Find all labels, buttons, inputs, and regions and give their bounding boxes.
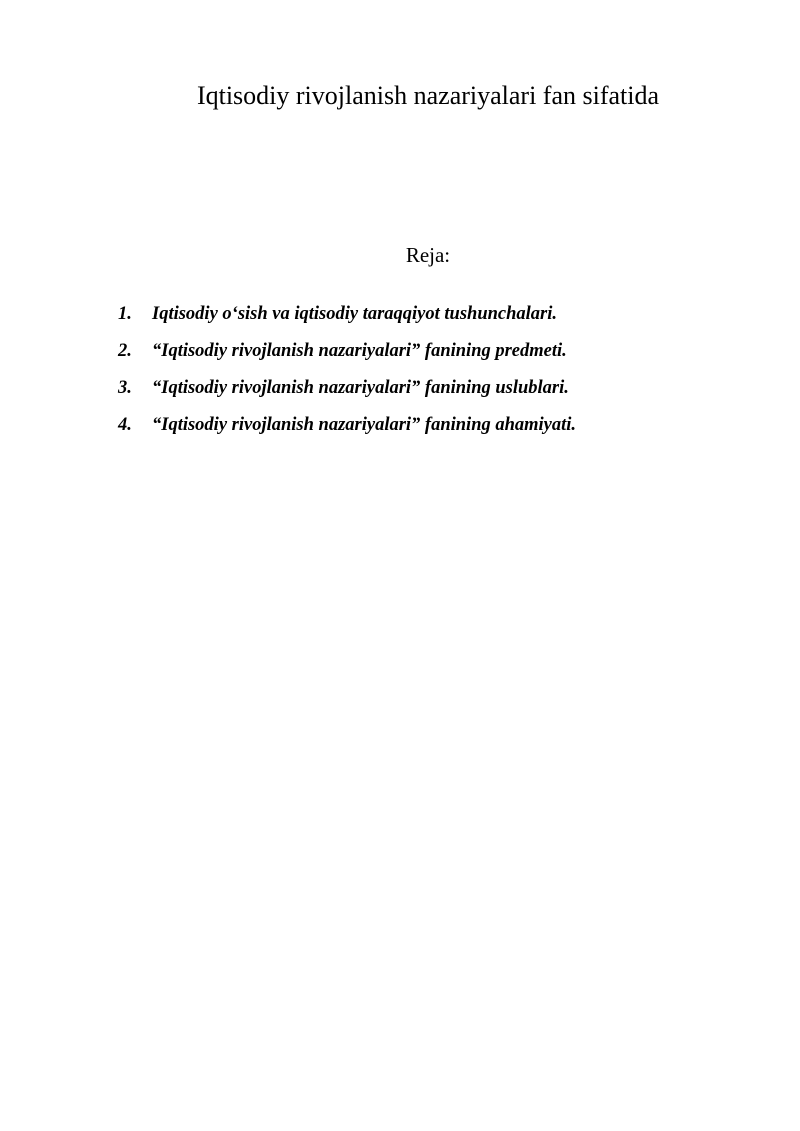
plan-item bbox=[118, 375, 576, 402]
plan-item-number: 2. bbox=[118, 341, 132, 361]
plan-item bbox=[118, 301, 576, 328]
plan-item-text: “Iqtisodiy rivojlanish nazariyalari” fanining ahamiyati. bbox=[152, 415, 577, 435]
plan-item-text: “Iqtisodiy rivojlanish nazariyalari” fanining uslublari. bbox=[152, 378, 569, 398]
plan-item-text: Iqtisodiy o‘sish va iqtisodiy taraqqiyot tushunchalari. bbox=[152, 304, 558, 324]
plan-list bbox=[118, 301, 576, 449]
plan-item-number: 1. bbox=[118, 304, 132, 324]
plan-item bbox=[118, 338, 576, 365]
plan-item-text: “Iqtisodiy rivojlanish nazariyalari” fanining predmeti. bbox=[152, 341, 567, 361]
plan-item-number: 4. bbox=[118, 415, 132, 435]
plan-heading: Reja: bbox=[405, 243, 451, 267]
plan-item bbox=[118, 412, 576, 439]
plan-item-number: 3. bbox=[118, 378, 132, 398]
document-title: Iqtisodiy rivojlanish nazariyalari fan sifatida bbox=[196, 81, 660, 110]
